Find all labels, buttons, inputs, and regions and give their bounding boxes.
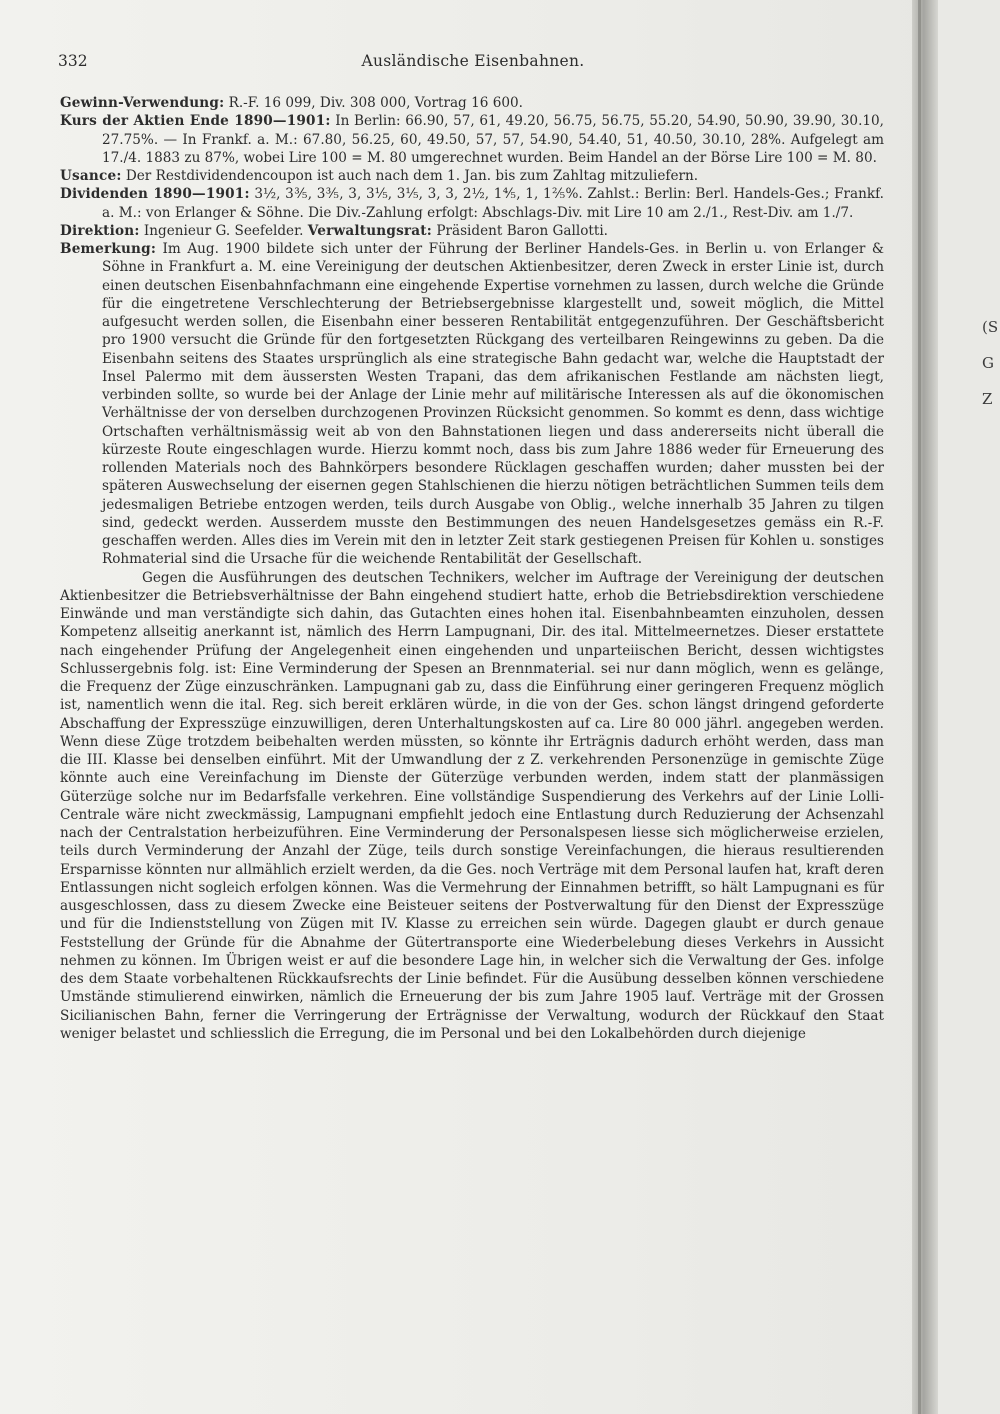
entry-dividenden xyxy=(60,185,884,222)
body-paragraph: Gegen die Ausführungen des deutschen Technikers, welcher im Auftrage der Vereinigung der deutschen Aktienbesitzer die Betriebsverhältnisse der Bahn eingehend studiert hatte, erhob die Betriebsdirektion verschiedene Einwände und man verständigte sich dahin, das Gutachten eines hohen ital. Eisenbahnbeamten einzuholen, dessen Kompetenz allseitig anerkannt ist, nämlich des Herrn Lampugnani, Dir. des ital. Mittelmeernetzes. Dieser erstattete nach eingehender Prüfung der Angelegenheit einen eingehenden und unparteiischen Bericht, dessen wichtigstes Schlussergebnis folg. ist: Eine Verminderung der Spesen an Brennmaterial. sei nur dann möglich, wenn es gelänge, die Frequenz der Züge einzuschränken. Lampugnani gab zu, dass die Einführung einer geringeren Frequenz möglich ist, namentlich wenn die ital. Reg. sich bereit erklären würde, in die von der Ges. schon längst dringend geforderte Abschaffung der Expresszüge einzuwilligen, deren Unterhaltungskosten auf ca. Lire 80 000 jährl. angegeben werden. Wenn diese Züge trotzdem beibehalten werden müssten, so könnte ihr Erträgnis dadurch erhöht werden, dass man die III. Klasse bei denselben einführt. Mit der Umwandlung der z Z. verkehrenden Personenzüge in gemischte Züge könnte auch eine Vereinfachung im Dienste der Güterzüge verbunden werden, indem statt der planmässigen Güterzüge solche nur im Bedarfsfalle verkehren. Eine vollständige Suspendierung des Verkehrs auf der Linie Lolli-Centrale wäre nicht zweckmässig, Lampugnani empfiehlt jedoch eine Entlastung durch Reduzierung der Achsenzahl nach der Centralstation herbeizuführen. Eine Verminderung der Personalspesen liesse sich möglicherweise erzielen, teils durch Verminderung der Anzahl der Züge, teils durch sonstige Vereinfachungen, die hieraus resultierenden Ersparnisse könnten nur allmählich erzielt werden, da die Ges. noch Verträge mit dem Personal laufen hat, kraft deren Entlassungen nicht sogleich erfolgen können. Was die Vermehrung der Einnahmen betrifft, so hält Lampugnani es für ausgeschlossen, dass zu diesem Zwecke eine Beisteuer seitens der Postverwaltung für den Dienst der Expresszüge und für die Indienststellung von Zügen mit IV. Klasse zu erreichen sein würde. Dagegen glaubt er durch genaue Feststellung der Gründe für die Abnahme der Gütertransporte eine Wiederbelebung dieses Verkehrs in Aussicht nehmen zu können. Im Übrigen weist er auf die besondere Lage hin, in welcher sich die Verwaltung der Ges. infolge des dem Staate vorbehaltenen Rückkaufsrechts der Linie befindet. Für die Ausübung desselben können verschiedene Umstände stimulierend einwirken, nämlich die Erneuerung der bis zum Jahre 1905 lauf. Verträge mit der Grossen Sicilianischen Bahn, ferner die Verringerung der Erträgnisse der Verwaltung, wodurch der Rückkauf den Staat weniger belastet und schliesslich die Erregung, die im Personal und bei den Lokalbehörden durch diejenige xyxy=(60,569,884,1042)
entry-term: Kurs der Aktien Ende 1890—1901: xyxy=(60,113,331,130)
entry-term: Bemerkung: xyxy=(60,241,157,257)
entry-text: R.-F. 16 099, Div. 308 000, Vortrag 16 600. xyxy=(224,95,523,111)
entry-term-verwaltungsrat: Verwaltungsrat: xyxy=(307,222,433,239)
entry-text: Im Aug. 1900 bildete sich unter der Führung der Berliner Handels-Ges. in Berlin u. von Erlanger & Söhne in Frankfurt a. M. eine Vereinigung der deutschen Aktienbesitzer, deren Zweck in erster Linie ist, durch einen deutschen Eisenbahnfachmann eine eingehende Expertise vornehmen zu lassen, durch welche die Gründe für die eingetretene Verschlechterung der Betriebsergebnisse klargestellt und, soweit möglich, die Mittel aufgesucht werden sollen, die Eisenbahn einer besseren Rentabilität entgegenzuführen. Der Geschäftsbericht pro 1900 versucht die Gründe für den fortgesetzten Rückgang des verteilbaren Reingewinns zu geben. Da die Eisenbahn seitens des Staates ursprünglich als eine strategische Bahn gedacht war, welche die Hauptstadt der Insel Palermo mit dem äussersten Westen Trapani, das dem afrikanischen Festlande am nächsten liegt, verbinden sollte, so wurde bei der Anlage der Linie mehr auf militärische Interessen als auf die ökonomischen Verhältnisse der von derselben durchzogenen Provinzen Rücksicht genommen. So kommt es denn, dass wichtige Ortschaften verhältnismässig weit ab von den Bahnstationen liegen und dass andererseits nicht überall die kürzeste Route eingeschlagen wurde. Hierzu kommt noch, dass bis zum Jahre 1886 weder für Erneuerung des rollenden Materials noch des Bahnkörpers besondere Rücklagen geschaffen wurden; daher mussten bei der späteren Auswechselung der eisernen gegen Stahlschienen die hierzu nötigen beträchtlichen Summen teils dem jedesmaligen Betriebe entzogen werden, teils durch Ausgabe von Oblig., welche innerhalb 35 Jahren zu tilgen sind, gedeckt werden. Ausserdem musste den Bestimmungen des neuen Handelsgesetzes gemäss ein R.-F. geschaffen werden. Alles dies im Verein mit den in letzter Zeit stark gestiegenen Preisen für Kohlen u. sonstiges Rohmaterial sind die Ursache für die weichende Rentabilität der Gesellschaft. xyxy=(102,241,884,568)
facing-page-fragment: Z xyxy=(982,390,993,408)
book-gutter xyxy=(912,0,938,1414)
entry-kurs-der-aktien xyxy=(60,112,884,167)
entry-text: In Berlin: 66.90, 57, 61, 49.20, 56.75, 56.75, 55.20, 54.90, 50.90, 39.90, 30.10, 27.75%. — In Frankf. a. M.: 67.80, 56.25, 60, 49.50, 57, 57, 54.90, 54.40, 51, 40.50, 30.10, 28%. Aufgelegt am 17./4. 1883 zu 87%, wobei Lire 100 = M. 80 umgerechnet wurden. Beim Handel an der Börse Lire 100 = M. 80. xyxy=(102,113,885,166)
page-header xyxy=(58,52,888,76)
entry-term: Usance: xyxy=(60,168,122,184)
facing-page-fragment: G xyxy=(982,354,994,372)
facing-page-fragment: (S xyxy=(982,318,999,336)
page-body xyxy=(60,94,884,1043)
entry-text: Der Restdividendencoupon ist auch nach dem 1. Jan. bis zum Zahltag mitzuliefern. xyxy=(121,168,699,184)
entry-usance xyxy=(60,167,884,185)
entry-text: 3½, 3⅗, 3⅗, 3, 3⅕, 3⅕, 3, 3, 2½, 1⅘, 1, 1⅖%. Zahlst.: Berlin: Berl. Handels-Ges.; Frankf. a. M.: von Erlanger & Söhne. Die Div.-Zahlung erfolgt: Abschlags-Div. mit Lire 10 am 2./1., Rest-Div. am 1./7. xyxy=(102,186,884,221)
entry-text: Präsident Baron Gallotti. xyxy=(432,222,608,239)
entry-bemerkung xyxy=(60,240,884,569)
page-number: 332 xyxy=(58,52,88,70)
gutter-shadow xyxy=(918,0,921,1414)
entry-direktion xyxy=(60,222,884,240)
entry-term: Gewinn-Verwendung: xyxy=(60,95,225,111)
entry-term: Dividenden 1890—1901: xyxy=(60,186,250,203)
entry-term: Direktion: xyxy=(60,222,140,239)
running-title: Ausländische Eisenbahnen. xyxy=(361,52,585,70)
facing-page-edge xyxy=(938,0,1000,1414)
entry-gewinn-verwendung xyxy=(60,94,884,112)
entry-text: Ingenieur G. Seefelder. xyxy=(139,222,308,239)
